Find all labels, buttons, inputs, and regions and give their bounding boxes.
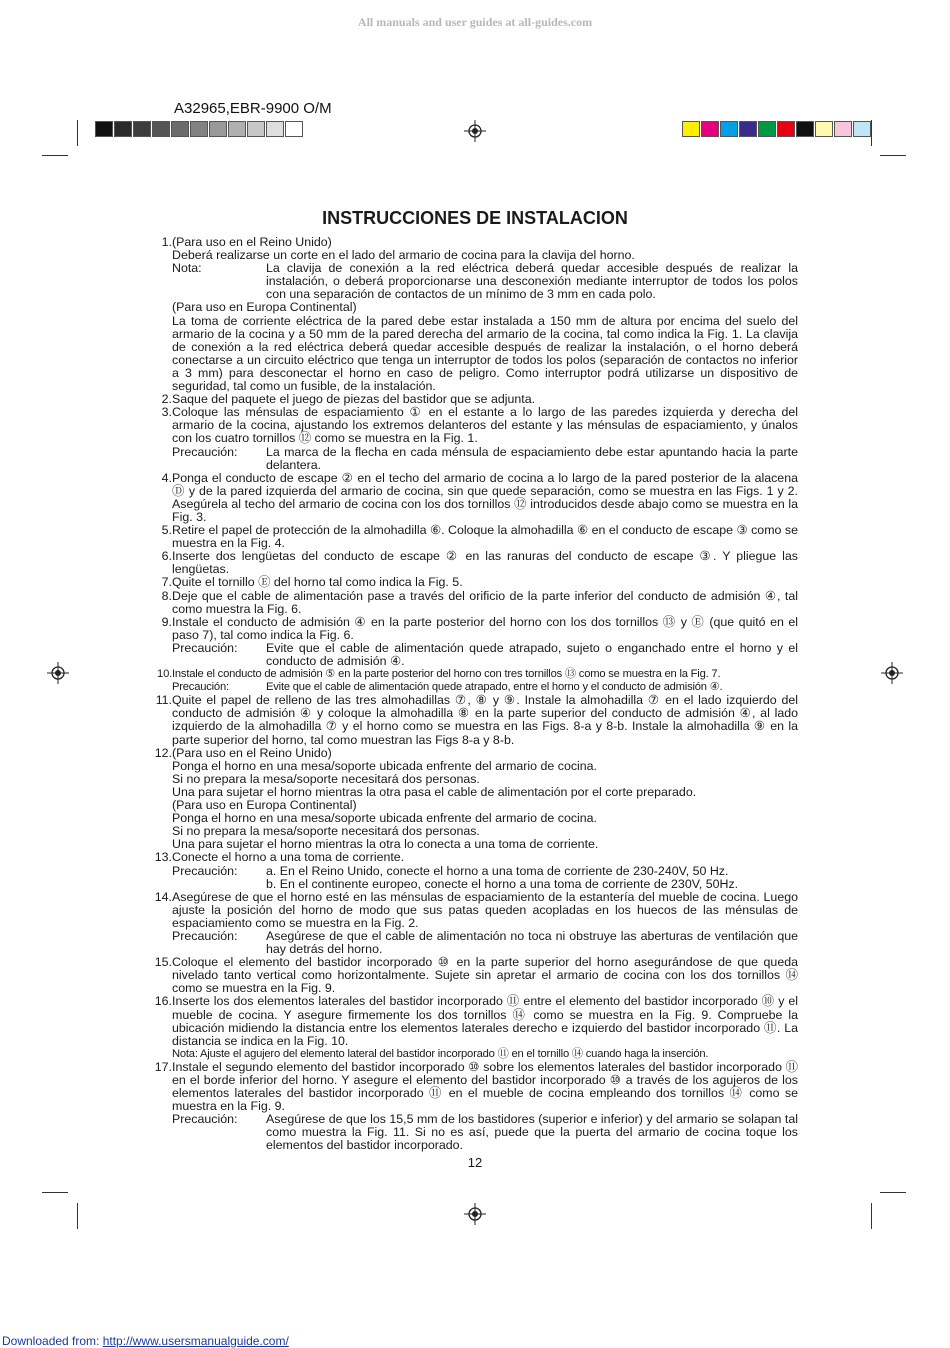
step-number: 15.	[154, 955, 172, 970]
page-number: 12	[467, 1155, 483, 1170]
step-text: Ponga el horno en una mesa/soporte ubicada enfrente del armario de cocina.	[172, 758, 598, 773]
sub-text: La marca de la flecha en cada ménsula de espaciamiento debe estar apuntando hacia la parte delantera.	[266, 444, 798, 472]
step-body	[172, 694, 798, 746]
sub-text: b. En el continente europeo, conecte el horno a una toma de corriente de 230V, 50Hz.	[266, 876, 739, 891]
step-text: (Para uso en el Reino Unido)	[172, 745, 332, 760]
step-text: Una para sujetar el horno mientras la otra lo conecta a una toma de corriente.	[172, 837, 599, 852]
step-number: 7.	[161, 575, 172, 590]
instruction-item	[148, 576, 798, 589]
step-number: 2.	[161, 392, 172, 407]
step-text: Asegúrese de que el horno esté en las ménsulas de espaciamiento de la estantería del mueble de cocina. Luego ajuste la posición del horno de modo que sus patas queden acopladas en los huecos de las ménsulas de espaciamiento como se muestra en la Fig. 2.	[172, 889, 798, 930]
instruction-item	[148, 524, 798, 550]
step-text: Ponga el horno en una mesa/soporte ubicada enfrente del armario de cocina.	[172, 811, 598, 826]
instruction-item	[148, 995, 798, 1060]
step-text: Instale el conducto de admisión ④ en la parte posterior del horno con los dos tornillos ⑬ y Ⓔ (que quitó en el paso 7), tal como indica la Fig. 6.	[172, 614, 798, 642]
sub-label	[172, 878, 266, 891]
step-text: Conecte el horno a una toma de corriente.	[172, 850, 405, 865]
color-swatch	[739, 121, 757, 137]
gray-swatch	[285, 121, 303, 137]
step-number: 8.	[161, 588, 172, 603]
step-body	[172, 524, 798, 550]
step-sub	[172, 446, 798, 472]
step-text: La toma de corriente eléctrica de la pared debe estar instalada a 150 mm de altura por encima del suelo del armario de la cocina y a 50 mm de la pared derecha del armario de la cocina, tal como indica la Fig. 1. La clavija de conexión a la red eléctrica deberá quedar accesible después de realizar la instalación, o el horno deberá conectarse a un circuito eléctrico que tenga un interruptor de todos los polos (separación de contactos no inferior a 3 mm) para desconectar el horno en caso de peligro. Como interruptor podrá utilizarse un dispositivo de seguridad, tal como un fusible, de la instalación.	[172, 313, 798, 394]
gray-swatch	[152, 121, 170, 137]
step-text: (Para uso en el Reino Unido)	[172, 235, 332, 249]
step-number: 16.	[154, 994, 172, 1009]
step-text: Si no prepara la mesa/soporte necesitará dos personas.	[172, 771, 480, 786]
step-number: 13.	[154, 850, 172, 865]
step-text: Ponga el conducto de escape ② en el techo del armario de cocina a lo largo de la pared posterior de la alacena Ⓓ y de la pared izquierda del armario de cocina, sin que quede separación, como se muestra en las Figs. 1 y 2. Asegúrela al techo del armario de cocina con los dos tornillos ⑫ introducidos desde abajo como se muestra en la Fig. 3.	[172, 470, 798, 524]
step-body	[172, 956, 798, 995]
color-calibration-strip	[682, 121, 872, 137]
step-number: 3.	[161, 405, 172, 420]
step-number: 17.	[154, 1059, 172, 1074]
step-text: Instale el conducto de admisión ⑤ en la parte posterior del horno con tres tornillos ⑬ como se muestra en la Fig. 7.	[172, 668, 721, 681]
step-number: 1.	[161, 235, 172, 249]
step-text: Retire el papel de protección de la almohadilla ⑥. Coloque la almohadilla ⑥ en el conducto de escape ③ como se muestra en la Fig. 4.	[172, 523, 798, 551]
step-body	[172, 576, 798, 589]
gray-swatch	[190, 121, 208, 137]
sub-label: Precaución:	[172, 1112, 238, 1127]
step-number: 11.	[155, 693, 172, 708]
sub-label: Precaución:	[172, 928, 238, 943]
gray-swatch	[209, 121, 227, 137]
step-text: Si no prepara la mesa/soporte necesitará dos personas.	[172, 824, 480, 839]
instruction-item	[148, 956, 798, 995]
instruction-item	[148, 406, 798, 471]
sub-text: Evite que el cable de alimentación quede atrapado, sujeto o enganchado entre el horno y el conducto de admisión ④.	[266, 640, 798, 668]
color-swatch	[815, 121, 833, 137]
instruction-item	[148, 236, 798, 393]
step-body	[172, 668, 798, 694]
step-body	[172, 616, 798, 668]
step-note: Nota: Ajuste el agujero del elemento lateral del bastidor incorporado ⑪ en el tornillo ⑭ cuando haga la inserción.	[172, 1047, 709, 1060]
step-number: 5.	[161, 523, 172, 538]
step-text: Quite el papel de relleno de las tres almohadillas ⑦, ⑧ y ⑨. Instale la almohadilla ⑦ en el lado izquierdo del conducto de admisión ④ y coloque la almohadilla ⑧ en la parte superior del conducto de admisión ④, al lado izquierdo de la almohadilla ⑦ y el horno como se muestra en las Figs. 8-a y 8-b. Instale la almohadilla ⑨ en la parte superior del horno, tal como muestran las Figs 8-a y 8-b.	[172, 693, 798, 747]
gray-swatch	[95, 121, 113, 137]
download-footer	[2, 1334, 289, 1348]
step-body	[172, 590, 798, 616]
step-body	[172, 891, 798, 956]
sub-text: La clavija de conexión a la red eléctrica deberá quedar accesible después de realizar la instalación, o deberá proporcionarse una desconexión mediante interruptor de todos los polos con una separación de contactos de un mínimo de 3 mm en cada polo.	[266, 261, 798, 302]
step-sub	[172, 1113, 798, 1152]
step-text: Saque del paquete el juego de piezas del bastidor que se adjunta.	[172, 392, 536, 407]
gray-swatch	[247, 121, 265, 137]
header-watermark: All manuals and user guides at all-guides.com	[357, 15, 593, 29]
sub-label: Precaución:	[172, 863, 238, 878]
instruction-item	[148, 472, 798, 524]
step-text: Coloque el elemento del bastidor incorporado ⑩ en la parte superior del horno asegurándose de que queda nivelado tanto vertical como horizontalmente. Sujete sin apretar el armario de cocina con los dos tornillos ⑭ como se muestra en la Fig. 9.	[172, 955, 798, 996]
step-body	[172, 472, 798, 524]
gray-swatch	[171, 121, 189, 137]
registration-mark-bottom-icon	[464, 1203, 486, 1225]
step-body	[172, 406, 798, 471]
registration-mark-right-icon	[881, 662, 903, 684]
registration-mark-top-icon	[464, 120, 486, 142]
gray-swatch	[266, 121, 284, 137]
color-swatch	[758, 121, 776, 137]
color-swatch	[796, 121, 814, 137]
footer-link[interactable]: http://www.usersmanualguide.com/	[102, 1334, 289, 1348]
color-swatch	[720, 121, 738, 137]
instruction-item	[148, 550, 798, 576]
step-text: Quite el tornillo Ⓔ del horno tal como indica la Fig. 5.	[172, 575, 463, 590]
step-text: Inserte los dos elementos laterales del bastidor incorporado ⑪ entre el elemento del bastidor incorporado ⑩ y el mueble de cocina. Y asegure firmemente los dos tornillos ⑭ como se muestra en la Fig. 9. Compruebe la ubicación midiendo la distancia entre los elementos laterales derecho e izquierdo del bastidor incorporado ⑪. La distancia se indica en la Fig. 10.	[172, 994, 798, 1048]
step-body	[172, 747, 798, 852]
step-text: Coloque las ménsulas de espaciamiento ① en el estante a lo largo de las paredes izquierda y derecha del armario de la cocina, ajustando los extremos delanteros del estante y las ménsulas de espaciamiento, y únalos con los cuatro tornillos ⑫ como se muestra en la Fig. 1.	[172, 405, 798, 446]
sub-label: Precaución:	[172, 444, 238, 459]
sub-text: Evite que el cable de alimentación quede atrapado, entre el horno y el conducto de admisión ④.	[266, 681, 723, 694]
step-body	[172, 995, 798, 1060]
step-text: (Para uso en Europa Continental)	[172, 798, 357, 813]
step-number: 12.	[154, 745, 172, 760]
step-sub	[172, 865, 798, 878]
sub-label: Precaución:	[172, 640, 238, 655]
step-text: Deberá realizarse un corte en el lado del armario de cocina para la clavija del horno.	[172, 248, 635, 263]
instruction-item	[148, 668, 798, 694]
step-sub	[172, 878, 798, 891]
registration-mark-left-icon	[47, 662, 69, 684]
color-swatch	[682, 121, 700, 137]
step-text: Una para sujetar el horno mientras la otra pasa el cable de alimentación por el corte preparado.	[172, 784, 697, 799]
instruction-item	[148, 851, 798, 890]
step-text: Instale el segundo elemento del bastidor incorporado ⑩ sobre los elementos laterales del bastidor incorporado ⑪ en el borde inferior del horno. Y asegure el elemento del bastidor incorporado ⑩ a través de los agujeros de los elementos laterales del bastidor incorporado ⑪ en el mueble de cocina empleando dos tornillos ⑭ como se muestra en la Fig. 9.	[172, 1059, 798, 1114]
gray-swatch	[114, 121, 132, 137]
step-text: Inserte dos lengüetas del conducto de escape ② en las ranuras del conducto de escape ③. Y pliegue las lengüetas.	[172, 549, 798, 577]
instruction-item	[148, 1061, 798, 1153]
color-swatch	[701, 121, 719, 137]
step-number: 14.	[154, 889, 172, 904]
color-swatch	[853, 121, 871, 137]
instruction-item	[148, 747, 798, 852]
step-number: 9.	[161, 614, 172, 629]
gray-calibration-strip	[95, 121, 304, 137]
instruction-item	[148, 616, 798, 668]
instruction-item	[148, 694, 798, 746]
step-body	[172, 236, 798, 393]
step-sub	[172, 262, 798, 301]
color-swatch	[777, 121, 795, 137]
step-body	[172, 550, 798, 576]
step-body	[172, 851, 798, 890]
step-sub	[172, 930, 798, 956]
step-number: 10.	[157, 668, 172, 681]
sub-text: a. En el Reino Unido, conecte el horno a una toma de corriente de 230-240V, 50 Hz.	[266, 863, 729, 878]
instructions-list	[148, 236, 798, 1153]
sub-text: Asegúrese de que el cable de alimentación no toca ni obstruye las aberturas de ventilación que hay detrás del horno.	[266, 928, 798, 957]
step-sub	[172, 642, 798, 668]
gray-swatch	[133, 121, 151, 137]
step-number: 6.	[161, 549, 172, 564]
instruction-item	[148, 891, 798, 956]
step-number: 4.	[161, 470, 172, 485]
step-text: Deje que el cable de alimentación pase a través del orificio de la parte inferior del conducto de admisión ④, tal como muestra la Fig. 6.	[172, 588, 798, 616]
sub-label: Nota:	[172, 261, 202, 276]
model-number: A32965,EBR-9900 O/M	[174, 100, 332, 117]
step-body	[172, 1061, 798, 1153]
footer-label: Downloaded from:	[2, 1334, 103, 1348]
gray-swatch	[228, 121, 246, 137]
sub-text: Asegúrese de que los 15,5 mm de los bastidores (superior e inferior) y del armario se solapan tal como muestra la Fig. 11. Si no es así, puede que la puerta del armario de cocina toque los elementos del bastidor incorporado.	[266, 1112, 798, 1153]
instruction-item	[148, 590, 798, 616]
step-text: (Para uso en Europa Continental)	[172, 300, 357, 315]
page-title: INSTRUCCIONES DE INSTALACION	[322, 208, 628, 228]
color-swatch	[834, 121, 852, 137]
sub-label: Precaución:	[172, 681, 229, 694]
